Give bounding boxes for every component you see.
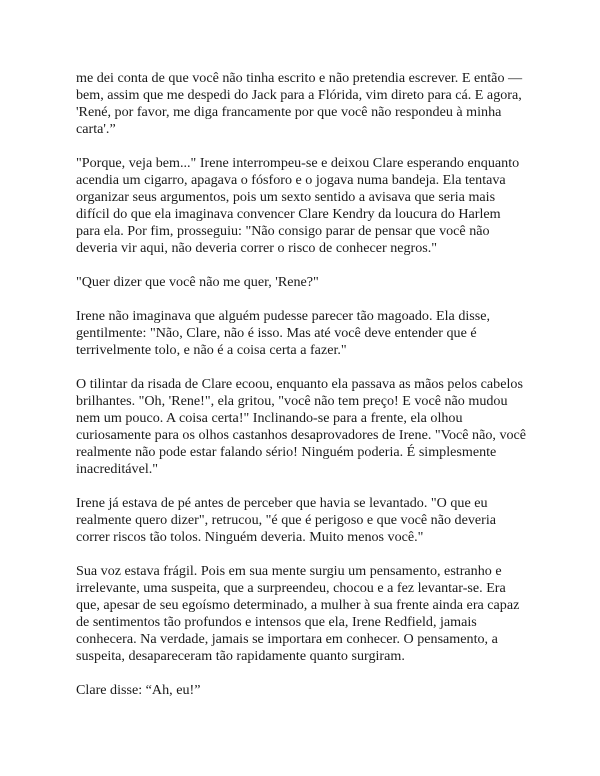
body-text bbox=[76, 70, 528, 699]
paragraph-5: O tilintar da risada de Clare ecoou, enquanto ela passava as mãos pelos cabelos brilhantes. "Oh, 'Rene!", ela gritou, "você não tem preço! E você não mudou nem um pouco. A coisa certa!" Inclinando-se para a frente, ela olhou curiosamente para os olhos castanhos desaprovadores de Irene. "Você não, você realmente não pode estar falando sério! Ninguém poderia. É simplesmente inacreditável." bbox=[76, 376, 527, 477]
paragraph-2: "Porque, veja bem..." Irene interrompeu-se e deixou Clare esperando enquanto acendia um cigarro, apagava o fósforo e o jogava numa bandeja. Ela tentava organizar seus argumentos, pois um sexto sentido a avisava que seria mais difícil do que ela imaginava convencer Clare Kendry da loucura do Harlem para ela. Por fim, prosseguiu: "Não consigo parar de pensar que você não deveria vir aqui, não deveria correr o risco de conhecer negros." bbox=[76, 155, 520, 256]
paragraph-7: Sua voz estava frágil. Pois em sua mente surgiu um pensamento, estranho e irrelevante, uma suspeita, que a surpreendeu, chocou e a fez levantar-se. Era que, apesar de seu egoísmo determinado, a mulher à sua frente ainda era capaz de sentimentos tão profundos e intensos que ela, Irene Redfield, jamais conhecera. Na verdade, jamais se importara em conhecer. O pensamento, a suspeita, desapareceram tão rapidamente quanto surgiram. bbox=[76, 563, 520, 664]
paragraph-8: Clare disse: “Ah, eu!” bbox=[76, 682, 201, 698]
paragraph-6: Irene já estava de pé antes de perceber que havia se levantado. "O que eu realmente quero dizer", retrucou, "é que é perigoso e que você não deveria correr riscos tão tolos. Ninguém deveria. Muito menos você." bbox=[76, 495, 497, 545]
paragraph-1: me dei conta de que você não tinha escrito e não pretendia escrever. E então — bem, assim que me despedi do Jack para a Flórida, vim direto para cá. E agora, 'René, por favor, me diga francamente por que você não respondeu à minha carta'.” bbox=[76, 70, 523, 137]
paragraph-3: "Quer dizer que você não me quer, 'Rene?" bbox=[76, 274, 319, 290]
paragraph-4: Irene não imaginava que alguém pudesse parecer tão magoado. Ela disse, gentilmente: "Não, Clare, não é isso. Mas até você deve entender que é terrivelmente tolo, e não é a coisa certa a fazer." bbox=[76, 308, 491, 358]
